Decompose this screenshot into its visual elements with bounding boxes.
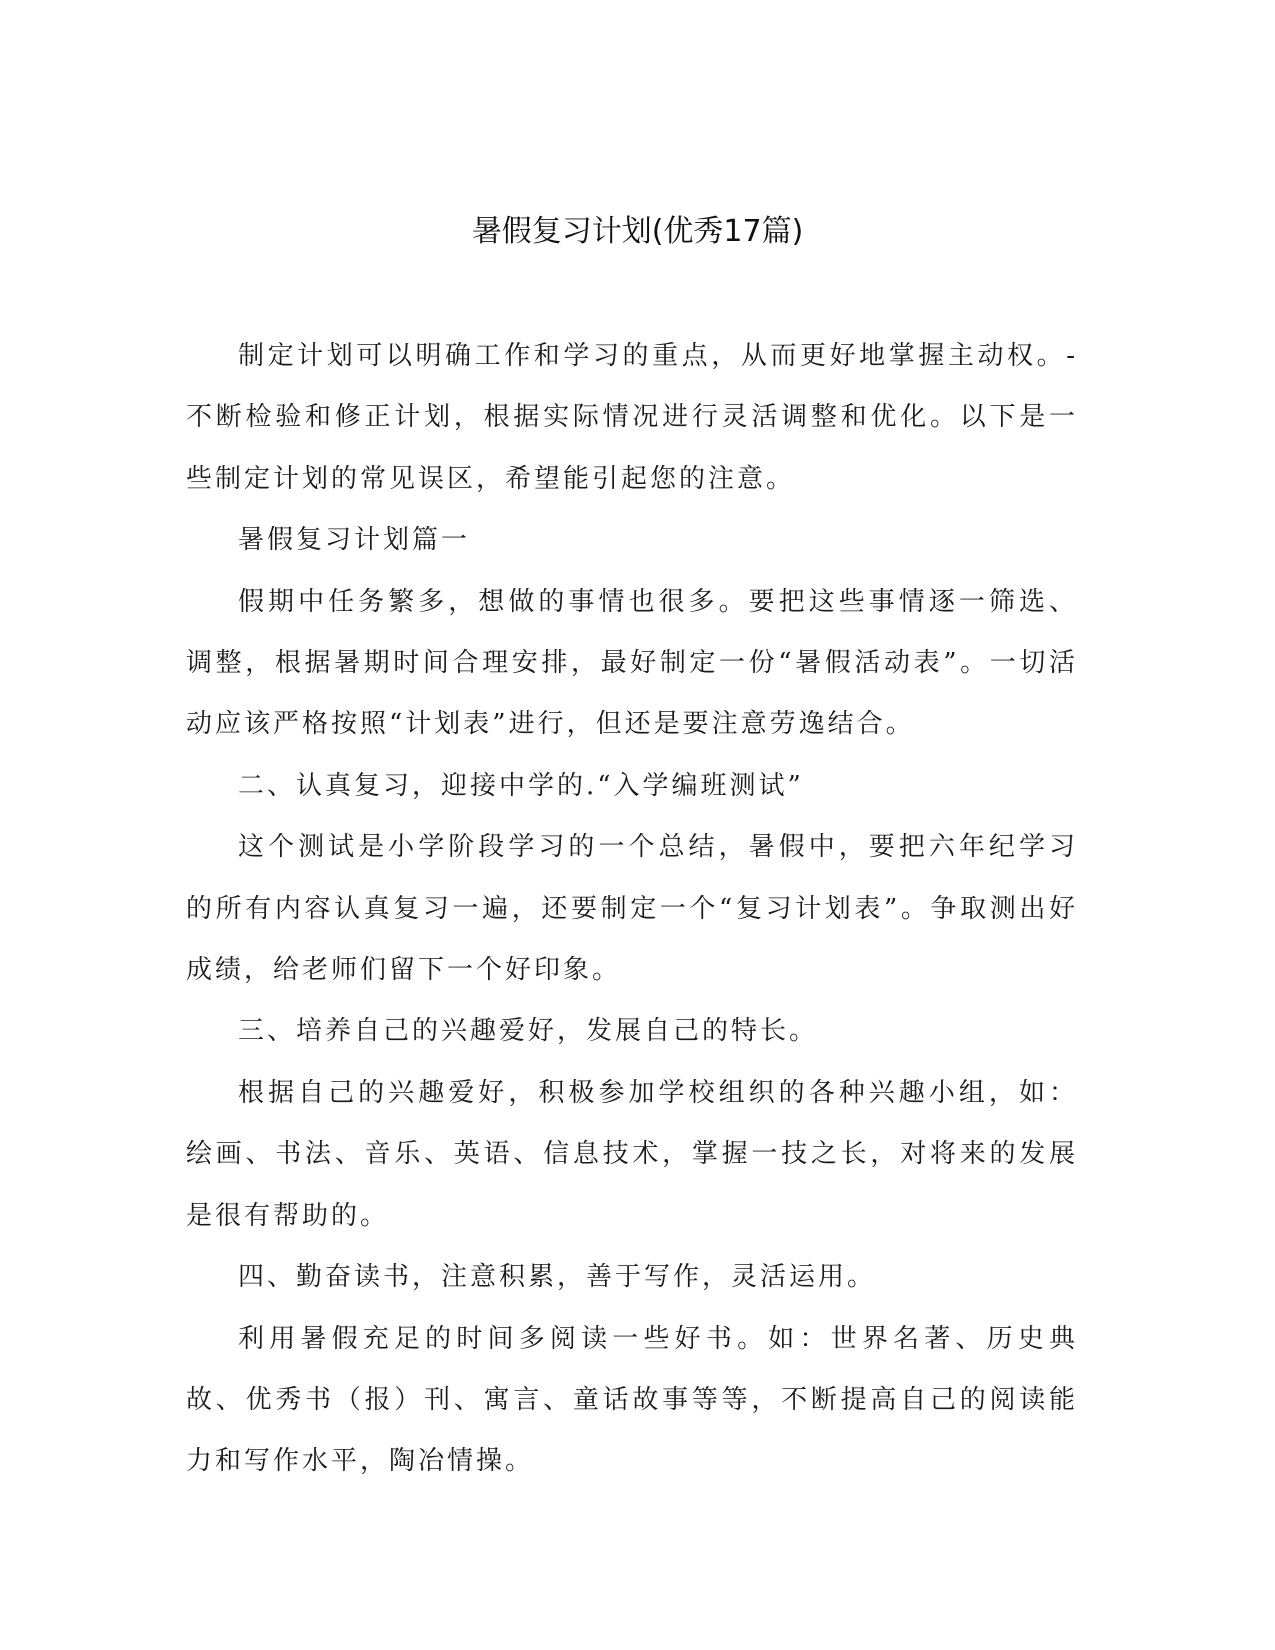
section-heading-review: 二、认真复习，迎接中学的.“入学编班测试”: [238, 770, 804, 801]
section-heading-reading: 四、勤奋读书，注意积累，善于写作，灵活运用。: [238, 1262, 877, 1293]
body-paragraph: 根据自己的兴趣爱好，积极参加学校组织的各种兴趣小组，如：绘画、书法、音乐、英语、信息技术，掌握一技之长，对将来的发展是很有帮助的。: [186, 1077, 1078, 1231]
intro-paragraph: 制定计划可以明确工作和学习的重点，从而更好地掌握主动权。-不断检验和修正计划，根据实际情况进行灵活调整和优化。以下是一些制定计划的常见误区，希望能引起您的注意。: [186, 341, 1078, 494]
section-heading-part-one: 暑假复习计划篇一: [238, 525, 471, 556]
body-paragraph: 假期中任务繁多，想做的事情也很多。要把这些事情逐一筛选、调整，根据暑期时间合理安排，最好制定一份“暑假活动表”。一切活动应该严格按照“计划表”进行，但还是要注意劳逸结合。: [186, 586, 1078, 740]
document-body: [186, 326, 1078, 1493]
section-heading-hobbies: 三、培养自己的兴趣爱好，发展自己的特长。: [238, 1016, 819, 1047]
body-paragraph: 这个测试是小学阶段学习的一个总结，暑假中，要把六年纪学习的所有内容认真复习一遍，还要制定一个“复习计划表”。争取测出好成绩，给老师们留下一个好印象。: [186, 832, 1078, 986]
document-title: 暑假复习计划(优秀17篇): [471, 214, 804, 249]
body-paragraph: 利用暑假充足的时间多阅读一些好书。如：世界名著、历史典故、优秀书（报）刊、寓言、童话故事等等，不断提高自己的阅读能力和写作水平，陶冶情操。: [186, 1323, 1078, 1477]
